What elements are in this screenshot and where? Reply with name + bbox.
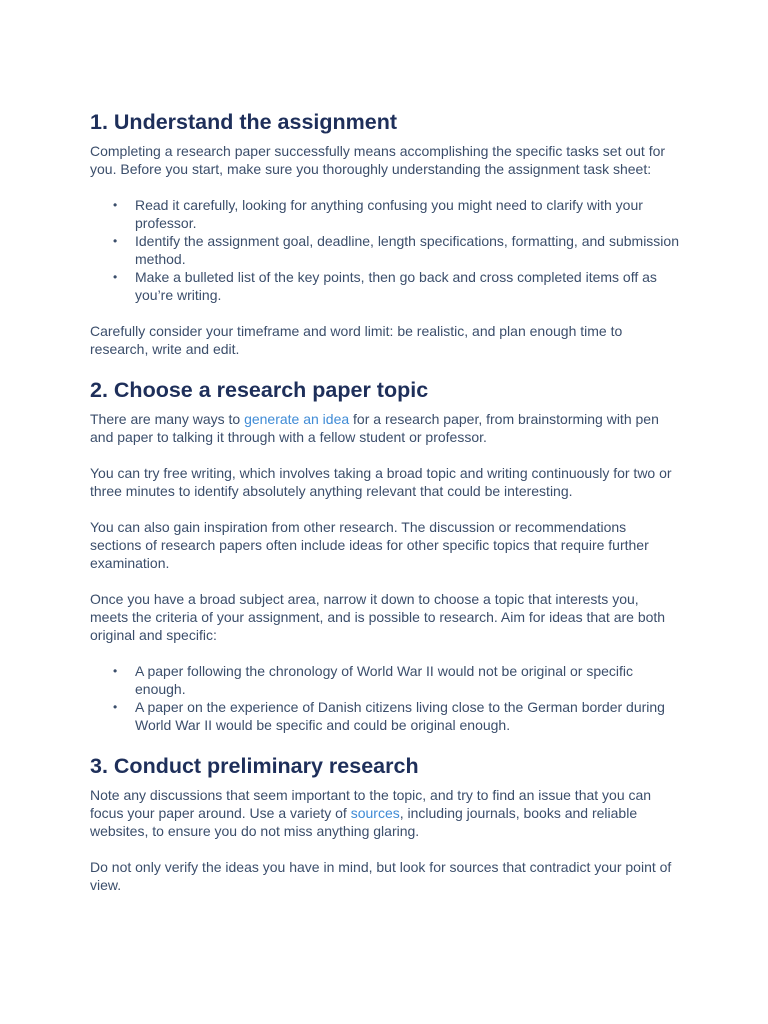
generate-idea-link[interactable]: generate an idea <box>244 411 350 427</box>
paragraph <box>90 410 680 446</box>
section-choose-topic <box>90 376 680 734</box>
list-item <box>113 196 680 232</box>
bullet-icon: • <box>113 234 118 248</box>
list-item <box>113 232 680 268</box>
bullet-list <box>90 196 680 304</box>
text-run: There are many ways to <box>90 411 245 427</box>
bullet-icon: • <box>113 198 118 212</box>
section-preliminary-research <box>90 752 680 894</box>
paragraph: Completing a research paper successfully means accomplishing the specific tasks set out for you. Before you start, make sure you thoroughly understanding the assignment task sheet: <box>90 143 666 177</box>
list-item-text: Read it carefully, looking for anything confusing you might need to clarify with your professor. <box>135 197 643 231</box>
list-item-text: A paper on the experience of Danish citizens living close to the German border during World War II would be specific and could be original enough. <box>135 699 665 733</box>
list-item-text: A paper following the chronology of World War II would not be original or specific enough. <box>135 663 634 697</box>
list-item <box>113 662 680 698</box>
paragraph: You can try free writing, which involves taking a broad topic and writing continuously for two or three minutes to identify absolutely anything relevant that could be interesting. <box>90 465 672 499</box>
bullet-icon: • <box>113 270 118 284</box>
bullet-list <box>90 662 680 734</box>
list-item-text: Make a bulleted list of the key points, then go back and cross completed items off as you’re writing. <box>135 269 657 303</box>
bullet-icon: • <box>113 700 118 714</box>
sources-link[interactable]: sources <box>350 805 400 821</box>
bullet-icon: • <box>113 664 118 678</box>
text-run: for a research paper, from brainstorming with pen and paper to talking it through with a fellow student or professor. <box>90 411 659 445</box>
paragraph: Do not only verify the ideas you have in mind, but look for sources that contradict your point of view. <box>90 859 672 893</box>
section-heading: 2. Choose a research paper topic <box>90 378 429 402</box>
section-understand-assignment <box>90 108 680 358</box>
paragraph <box>90 786 680 840</box>
text-run: , including journals, books and reliable websites, to ensure you do not miss anything glaring. <box>90 805 638 839</box>
list-item-text: Identify the assignment goal, deadline, length specifications, formatting, and submission method. <box>135 233 679 267</box>
paragraph: Carefully consider your timeframe and word limit: be realistic, and plan enough time to research, write and edit. <box>90 323 623 357</box>
paragraph: Once you have a broad subject area, narrow it down to choose a topic that interests you, meets the criteria of your assignment, and is possible to research. Aim for ideas that are both original and specific: <box>90 591 666 643</box>
section-heading: 1. Understand the assignment <box>90 110 398 134</box>
list-item <box>113 698 680 734</box>
paragraph: You can also gain inspiration from other research. The discussion or recommendations sections of research papers often include ideas for other specific topics that require further examination. <box>90 519 649 571</box>
document-body <box>90 108 680 912</box>
section-heading: 3. Conduct preliminary research <box>90 754 419 778</box>
list-item <box>113 268 680 304</box>
text-run: Note any discussions that seem important to the topic, and try to find an issue that you can focus your paper around. Use a variety of <box>90 787 652 821</box>
